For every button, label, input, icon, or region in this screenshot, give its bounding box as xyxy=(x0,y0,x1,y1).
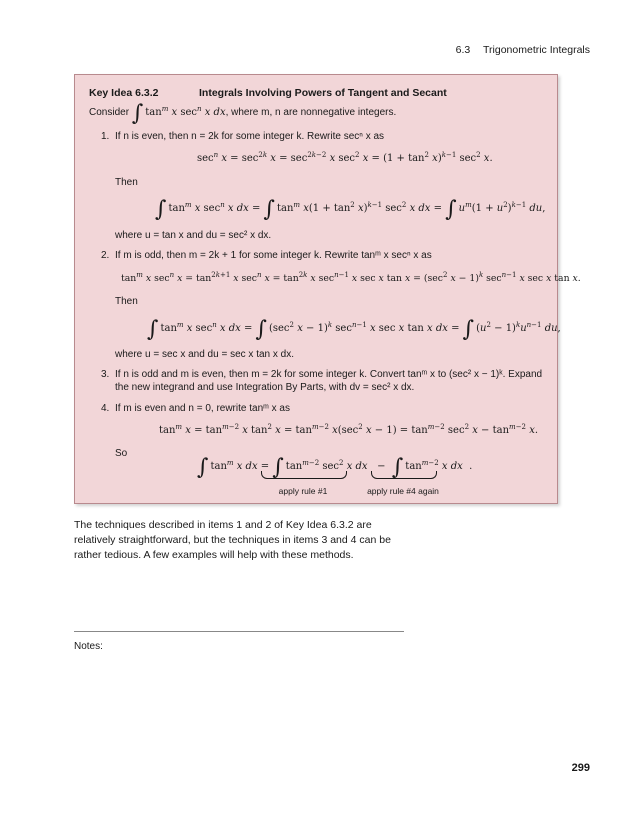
running-header xyxy=(456,44,590,56)
item2-text: If m is odd, then m = 2k + 1 for some integer k. Rewrite tanᵐ x secⁿ x as xyxy=(115,250,432,261)
item2-equation: $\tan^m x$ $\sec^n x = \tan^{2k+1} x$ $\sec^n x = \tan^{2k} x$ $\sec^{n-1} x$ sec x $\tan x = (\sec^2$ x − 1)$^k$ $\sec^{n-1} x$ sec x tan x. xyxy=(121,271,581,284)
item2-number: 2. xyxy=(101,250,110,261)
item4-number: 4. xyxy=(101,403,110,414)
item4-so: So xyxy=(115,448,128,459)
brace-label-1: apply rule #1 xyxy=(278,486,328,496)
brace-label-2: apply rule #4 again xyxy=(367,486,439,496)
page-number: 299 xyxy=(571,762,590,774)
item1-integral-equation: ∫ $\tan^m x$ $\sec^n x$ dx = ∫ $\tan^m x(1 + \tan^2 x)^{k-1}$ $\sec^2 x$ dx = ∫ $u^m(1 + u^2)^{k-1}$ du, xyxy=(155,197,546,222)
item4-equation: $\tan^m x = \tan^{m-2} x$ $\tan^2 x = \tan^{m-2} x(\sec^2$ $x - 1) = \tan^{m-2} \sec^2 x - \tan^{m-2} x$. xyxy=(159,423,539,436)
item1-then: Then xyxy=(115,177,138,188)
item2-then: Then xyxy=(115,296,138,307)
underbrace-1 xyxy=(261,471,347,479)
notes-divider xyxy=(74,631,404,632)
consider-integral: ∫ $\tan^m x$ $\sec^n x$ dx xyxy=(131,101,226,126)
item3-number: 3. xyxy=(101,369,110,380)
item4-integral-equation: ∫ $\tan^m x$ dx = ∫ $\tan^{m-2} \sec^2 x$ dx − ∫ $\tan^{m-2} x$ dx . xyxy=(197,455,473,480)
consider-line xyxy=(89,101,397,126)
underbrace-2 xyxy=(371,471,437,479)
item3-line2: the new integrand and use Integration By Parts, with dv = sec² x dx. xyxy=(115,382,415,393)
item1-text: If n is even, then n = 2k for some integer k. Rewrite secⁿ x as xyxy=(115,131,385,142)
key-idea-title: Integrals Involving Powers of Tangent and Secant xyxy=(199,87,447,99)
key-idea-box xyxy=(74,74,581,504)
consider-word: Consider xyxy=(89,107,130,118)
consider-rest: , where m, n are nonnegative integers. xyxy=(225,107,397,118)
item4-text: If m is even and n = 0, rewrite tanᵐ x as xyxy=(115,403,290,414)
section-title: Trigonometric Integrals xyxy=(483,44,590,56)
item3-line1: If n is odd and m is even, then m = 2k for some integer k. Convert tanᵐ x to (sec² x − 1)ᵏ. Expand xyxy=(115,369,543,380)
item1-number: 1. xyxy=(101,131,110,142)
item1-equation: $\sec^n x = \sec^{2k} x = \sec^{2k-2} x$ $\sec^2 x = (1 + \tan^2 x)^{k-1}$ $\sec^2 x$. xyxy=(197,151,493,164)
section-number: 6.3 xyxy=(455,44,471,56)
item2-integral-equation: ∫ $\tan^m x$ $\sec^n x$ dx = ∫ ($\sec^2$ x − 1)$^k$ $\sec^{n-1} x$ sec x tan x dx = ∫ $(u^2 - 1)^ku^{n-1}$ du, xyxy=(147,317,561,342)
notes-label: Notes: xyxy=(74,641,103,652)
item2-where: where u = sec x and du = sec x tan x dx. xyxy=(115,349,294,360)
item1-where: where u = tan x and du = sec² x dx. xyxy=(115,230,272,241)
key-idea-label: Key Idea 6.3.2 xyxy=(89,87,159,99)
body-paragraph: The techniques described in items 1 and 2 of Key Idea 6.3.2 are relatively straightforward, but the techniques in items 3 and 4 can be rather tedious. A few examples will help with these methods. xyxy=(74,519,391,561)
